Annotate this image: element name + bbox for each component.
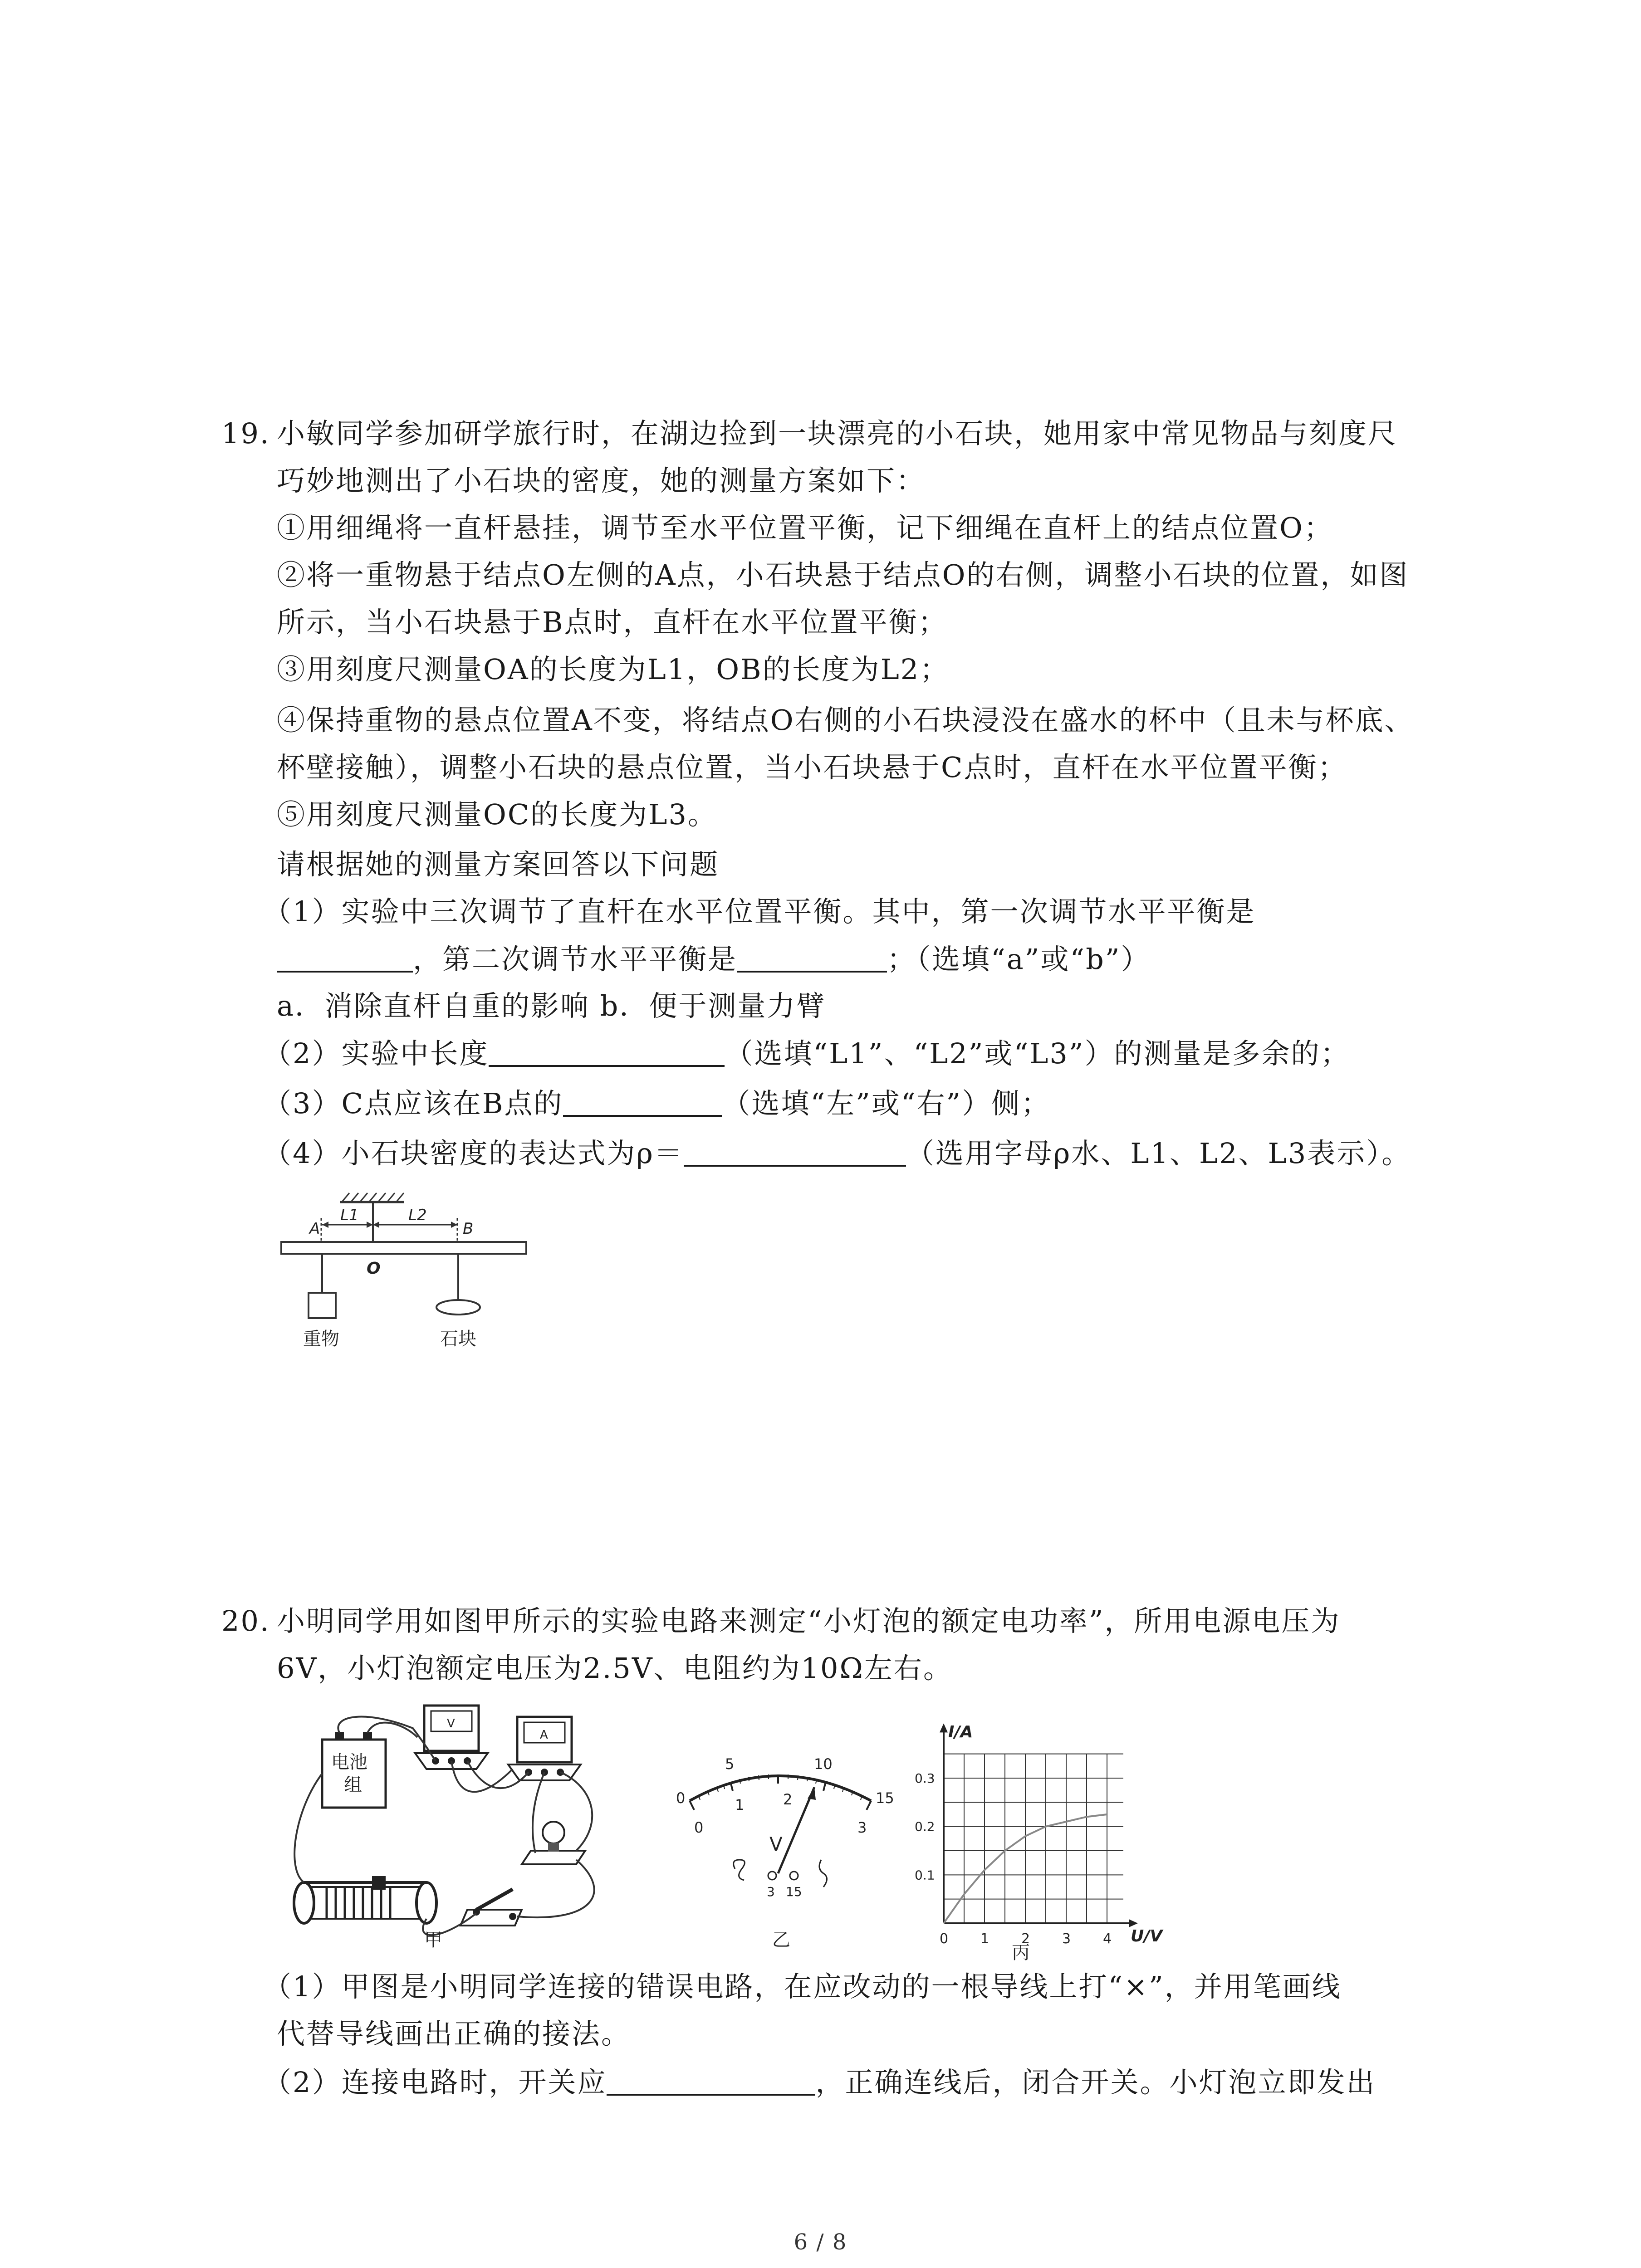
- dial-inner-2: 2: [783, 1791, 793, 1808]
- q19-intro-line2: 巧妙地测出了小石块的密度，她的测量方案如下：: [277, 464, 926, 497]
- q20-sub1-line2: 代替导线画出正确的接法。: [277, 2017, 631, 2050]
- label-o: O: [367, 1259, 381, 1278]
- dial-outer-0: 0: [676, 1789, 686, 1807]
- label-stone: 石块: [440, 1329, 476, 1349]
- q20-intro-line1: 小明同学用如图甲所示的实验电路来测定“小灯泡的额定电功率”，所用电源电压为: [277, 1604, 1341, 1637]
- battery-label-1: 电池: [331, 1752, 367, 1773]
- q19-sub3: （3）C点应该在B点的 （选填“左”或“右”）侧；: [263, 1087, 1051, 1120]
- ammeter-letter: A: [540, 1728, 548, 1742]
- y-tick-label: 0.1: [915, 1867, 935, 1883]
- q19-number: 19.: [221, 417, 270, 450]
- x-tick-label: 1: [980, 1931, 989, 1947]
- q19-step1: ①用细绳将一直杆悬挂，调节至水平位置平衡，记下细绳在直杆上的结点位置O；: [277, 511, 1333, 544]
- dial-letter: V: [769, 1833, 783, 1855]
- battery-box: [322, 1740, 386, 1808]
- switch-lever: [476, 1889, 513, 1910]
- stone-shape: [436, 1300, 480, 1315]
- y-tick-label: 0.2: [915, 1819, 935, 1834]
- q19-sub2: （2）实验中长度 （选填“L1”、“L2”或“L3”）的测量是多余的；: [263, 1037, 1350, 1070]
- q19-step2-line1: ②将一重物悬于结点O左侧的A点，小石块悬于结点O的右侧，调整小石块的位置，如图: [277, 558, 1409, 591]
- circuit-figure: [277, 1696, 649, 1950]
- label-l2: L2: [408, 1206, 427, 1224]
- q19-step3: ③用刻度尺测量OA的长度为L1，OB的长度为L2；: [277, 653, 950, 686]
- dial-inner-1: 1: [735, 1796, 745, 1813]
- caption-jia: 甲: [424, 1930, 442, 1950]
- x-tick-label: 2: [1021, 1931, 1030, 1947]
- weight-block: [309, 1293, 336, 1318]
- iu-chart: [907, 1710, 1180, 1964]
- caption-yi: 乙: [772, 1930, 790, 1950]
- caption-bing: 丙: [1012, 1942, 1030, 1963]
- q20-intro-line2: 6V，小灯泡额定电压为2.5V、电阻约为10Ω左右。: [277, 1652, 953, 1685]
- x-axis-arrow: [1129, 1919, 1138, 1927]
- chart-ylabel: I/A: [948, 1723, 973, 1741]
- q19-answer-blank-2[interactable]: [737, 943, 887, 973]
- lamp-bulb: [543, 1822, 564, 1843]
- q19-step2-line2: 所示，当小石块悬于B点时，直杆在水平位置平衡；: [277, 606, 948, 639]
- label-l1: L1: [340, 1206, 359, 1224]
- q19-answer-blank-3[interactable]: [489, 1038, 725, 1067]
- x-tick-label: 3: [1062, 1931, 1071, 1947]
- terminal-15: 15: [786, 1884, 802, 1899]
- q20-sub2: （2）连接电路时，开关应 ，正确连线后，闭合开关。小灯泡立即发出: [263, 2066, 1376, 2099]
- q19-step5: ⑤用刻度尺测量OC的长度为L3。: [277, 798, 717, 831]
- rheostat-body: [304, 1887, 426, 1919]
- y-axis-arrow: [940, 1723, 948, 1732]
- label-b: B: [463, 1220, 474, 1238]
- dial-inner-0: 0: [694, 1819, 704, 1836]
- terminal-3: 3: [767, 1884, 775, 1899]
- q20-number: 20.: [221, 1604, 270, 1637]
- dial-inner-3: 3: [857, 1819, 867, 1836]
- page-number: 6 / 8: [794, 2229, 847, 2255]
- q19-step4-line1: ④保持重物的悬点位置A不变，将结点O右侧的小石块浸没在盛水的杯中（且未与杯底、: [277, 704, 1414, 737]
- dial-outer-5: 5: [725, 1755, 735, 1773]
- battery-label-2: 组: [344, 1774, 362, 1795]
- voltmeter-letter: V: [447, 1717, 455, 1730]
- q19-sub1-line2: ，第二次调节水平平衡是 ；（选填“a”或“b”）: [277, 943, 1150, 975]
- q19-sub4: （4）小石块密度的表达式为ρ＝ （选用字母ρ水、L1、L2、L3表示）。: [263, 1137, 1411, 1170]
- q19-answer-blank-1[interactable]: [277, 943, 413, 973]
- q19-options: a．消除直杆自重的影响 b．便于测量力臂: [277, 989, 826, 1022]
- voltmeter-dial-figure: [658, 1724, 912, 1950]
- dial-outer-15: 15: [876, 1789, 894, 1807]
- q19-sub1-line1: （1）实验中三次调节了直杆在水平位置平衡。其中，第一次调节水平平衡是: [263, 895, 1256, 928]
- q19-step4-line2: 杯壁接触），调整小石块的悬点位置，当小石块悬于C点时，直杆在水平位置平衡；: [277, 751, 1347, 784]
- q20-sub1-line1: （1）甲图是小明同学连接的错误电路，在应改动的一根导线上打“×”，并用笔画线: [263, 1970, 1342, 2003]
- q20-answer-blank-1[interactable]: [607, 2067, 815, 2096]
- q19-answer-blank-4[interactable]: [563, 1088, 722, 1117]
- x-tick-label: 0: [940, 1931, 949, 1947]
- dial-outer-10: 10: [814, 1755, 833, 1773]
- q19-answer-blank-5[interactable]: [684, 1138, 906, 1167]
- q19-intro-line1: 小敏同学参加研学旅行时，在湖边捡到一块漂亮的小石块，她用家中常见物品与刻度尺: [277, 417, 1398, 450]
- chart-xlabel: U/V: [1131, 1927, 1163, 1945]
- chart-grid: [944, 1754, 1123, 1923]
- q19-prompt: 请根据她的测量方案回答以下问题: [277, 848, 720, 881]
- label-a: A: [309, 1220, 320, 1238]
- lever-figure: [272, 1188, 544, 1361]
- x-tick-label: 4: [1103, 1931, 1112, 1947]
- label-weight: 重物: [303, 1329, 339, 1349]
- y-tick-label: 0.3: [915, 1771, 935, 1786]
